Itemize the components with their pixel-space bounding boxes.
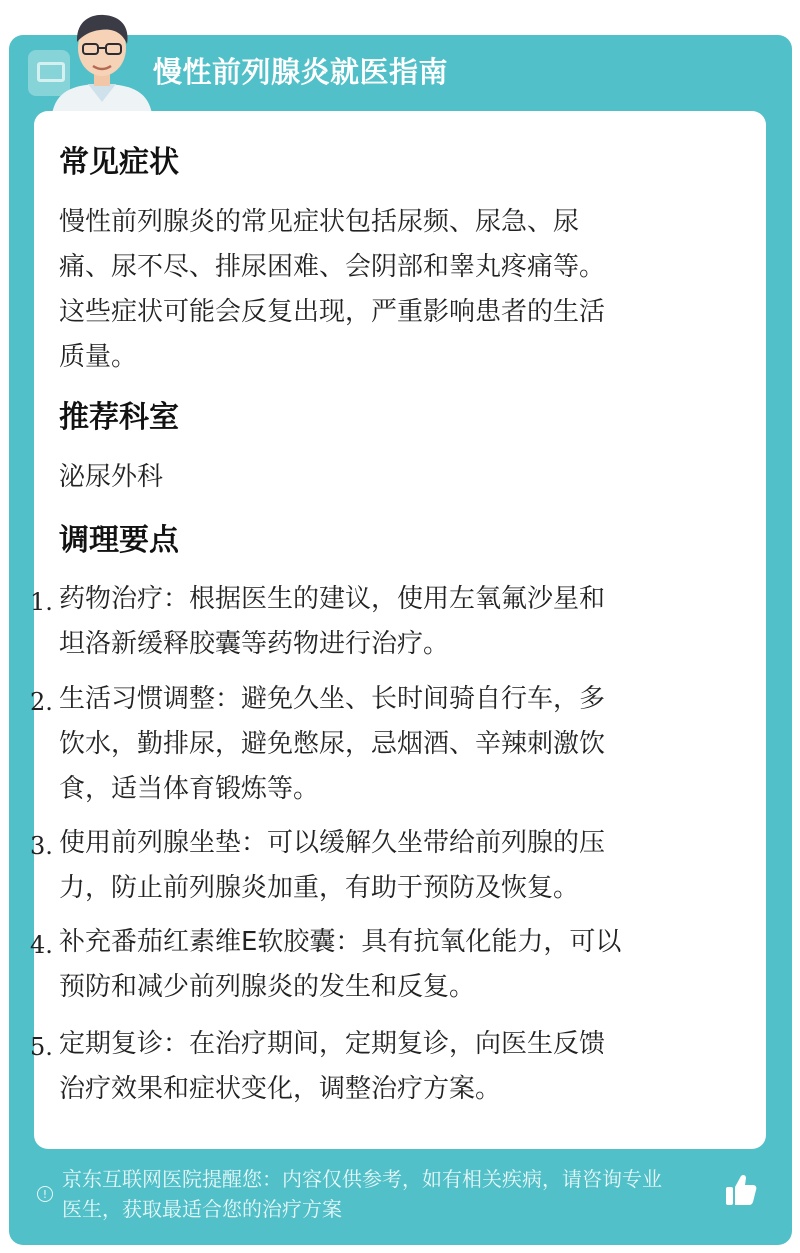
list-item xyxy=(59,1022,739,1112)
list-item-line: 治疗效果和症状变化，调整治疗方案。 xyxy=(59,1074,502,1104)
doctor-avatar xyxy=(42,6,162,114)
section-title-department: 推荐科室 xyxy=(59,400,179,435)
footer-line: 医生，获取最适合您的治疗方案 xyxy=(62,1197,342,1221)
info-icon: ! xyxy=(37,1186,53,1202)
list-number: 1. xyxy=(30,588,53,616)
page-title: 慢性前列腺炎就医指南 xyxy=(153,55,449,89)
list-number: 2. xyxy=(30,688,53,716)
section-title-symptoms: 常见症状 xyxy=(59,145,179,180)
thumbs-up-icon[interactable] xyxy=(724,1172,758,1208)
list-item-line: 药物治疗：根据医生的建议，使用左氧氟沙星和 xyxy=(59,584,606,614)
symptoms-text xyxy=(59,200,729,380)
list-number: 3. xyxy=(30,832,53,860)
list-item xyxy=(59,577,739,667)
list-item-line: 定期复诊：在治疗期间，定期复诊，向医生反馈 xyxy=(59,1029,606,1059)
list-item xyxy=(59,821,739,911)
symptoms-line: 慢性前列腺炎的常见症状包括尿频、尿急、尿 xyxy=(59,207,580,237)
symptoms-line: 痛、尿不尽、排尿困难、会阴部和睾丸疼痛等。 xyxy=(59,252,606,282)
list-item-line: 使用前列腺坐垫：可以缓解久坐带给前列腺的压 xyxy=(59,828,606,858)
list-item-line: 饮水，勤排尿，避免憋尿，忌烟酒、辛辣刺激饮 xyxy=(59,729,606,759)
symptoms-line: 质量。 xyxy=(59,342,138,372)
symptoms-line: 这些症状可能会反复出现，严重影响患者的生活 xyxy=(59,297,606,327)
list-item-line: 坦洛新缓释胶囊等药物进行治疗。 xyxy=(59,629,450,659)
list-item-line: 预防和减少前列腺炎的发生和反复。 xyxy=(59,972,476,1002)
list-item xyxy=(59,920,739,1010)
list-number: 4. xyxy=(30,931,53,959)
list-item xyxy=(59,677,739,812)
list-item-line: 生活习惯调整：避免久坐、长时间骑自行车，多 xyxy=(59,684,606,714)
list-item-line: 力，防止前列腺炎加重，有助于预防及恢复。 xyxy=(59,873,580,903)
department-value: 泌尿外科 xyxy=(59,462,164,492)
list-number: 5. xyxy=(30,1033,53,1061)
list-item-line: 补充番茄红素维E软胶囊：具有抗氧化能力，可以 xyxy=(59,927,622,957)
footer-disclaimer xyxy=(62,1164,732,1224)
list-item-line: 食，适当体育锻炼等。 xyxy=(59,774,320,804)
section-title-care: 调理要点 xyxy=(59,523,179,558)
footer-line: 京东互联网医院提醒您：内容仅供参考，如有相关疾病，请咨询专业 xyxy=(62,1167,662,1191)
